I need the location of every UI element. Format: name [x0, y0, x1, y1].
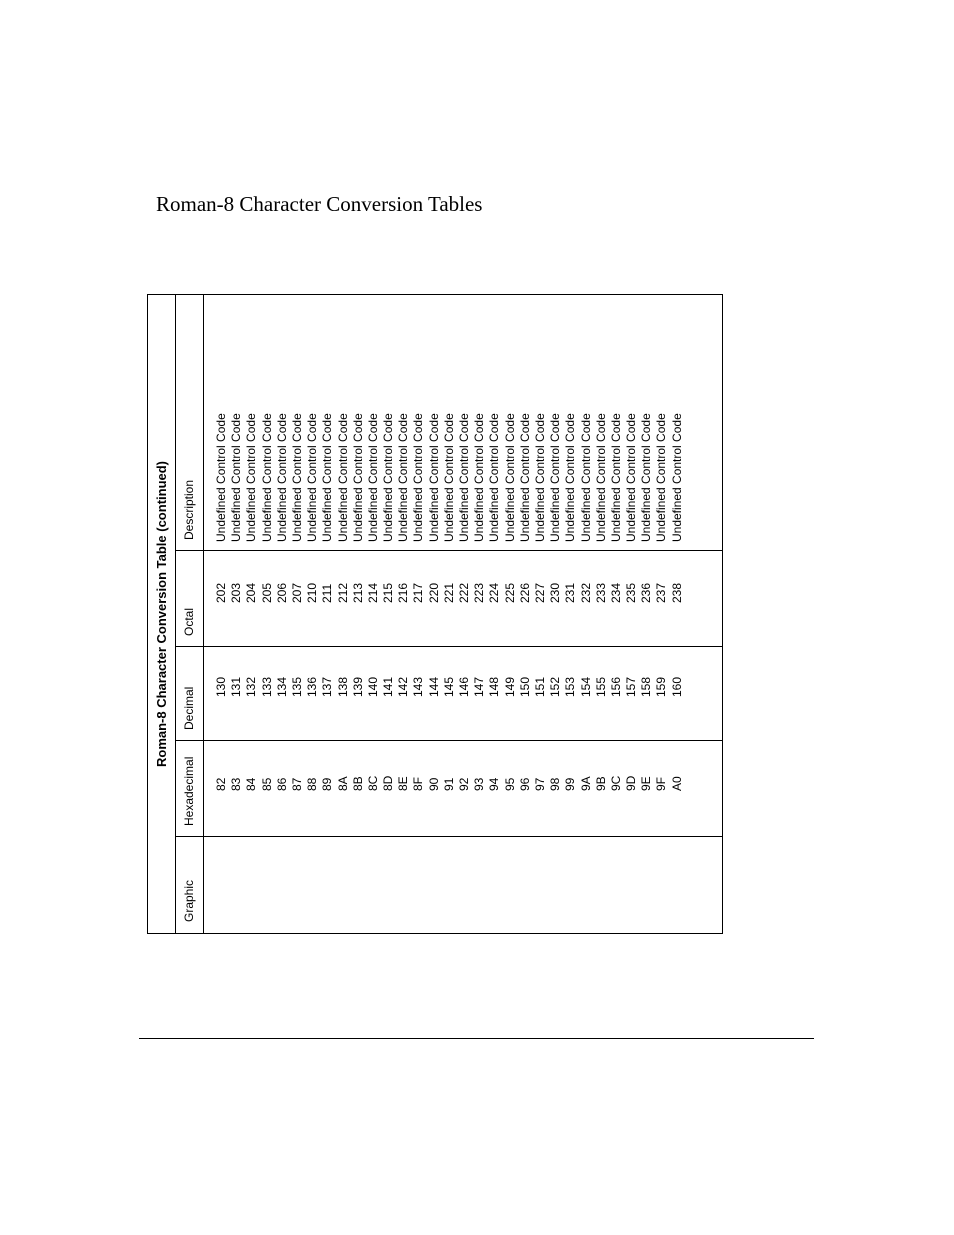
octal-cell: 225	[502, 582, 517, 603]
description-cell: Undefined Control Code	[244, 413, 259, 542]
description-cell: Undefined Control Code	[517, 413, 532, 542]
octal-cell: 226	[517, 582, 532, 603]
description-cell: Undefined Control Code	[411, 413, 426, 542]
description-cell: Undefined Control Code	[320, 413, 335, 542]
hex-cell: 85	[259, 777, 274, 791]
hex-cell: 96	[517, 777, 532, 791]
column-divider	[204, 836, 722, 837]
hex-cell: 95	[502, 777, 517, 791]
description-cell: Undefined Control Code	[365, 413, 380, 542]
column-divider	[176, 646, 203, 647]
hex-cell: 87	[289, 777, 304, 791]
hex-cell: 99	[563, 777, 578, 791]
description-cell: Undefined Control Code	[487, 413, 502, 542]
column-divider	[176, 836, 203, 837]
description-cell: Undefined Control Code	[441, 413, 456, 542]
hex-cell: 84	[244, 777, 259, 791]
hex-cell: 8D	[381, 775, 396, 791]
octal-cell: 212	[335, 582, 350, 603]
octal-cell: 216	[396, 582, 411, 603]
description-cell: Undefined Control Code	[563, 413, 578, 542]
column-divider	[204, 646, 722, 647]
description-cell: Undefined Control Code	[274, 413, 289, 542]
decimal-cell: 146	[457, 676, 471, 697]
hex-cell: 8F	[411, 776, 426, 791]
octal-cell: 237	[654, 582, 669, 603]
hex-cell: A0	[669, 776, 684, 791]
decimal-cell: 158	[639, 676, 654, 697]
octal-cell: 211	[320, 583, 335, 603]
description-cell: Undefined Control Code	[305, 413, 320, 542]
decimal-cell: 154	[578, 676, 593, 697]
hex-cell: 97	[532, 777, 547, 791]
octal-cell: 204	[244, 582, 259, 603]
hex-cell: 9C	[608, 775, 623, 791]
octal-cell: 217	[411, 582, 426, 603]
hex-cell: 8C	[365, 775, 380, 791]
decimal-cell: 141	[381, 676, 396, 697]
description-cell: Undefined Control Code	[624, 413, 639, 542]
description-cell: Undefined Control Code	[289, 413, 304, 542]
octal-cell: 230	[548, 582, 563, 603]
decimal-cell: 157	[624, 676, 639, 697]
hex-cell: 9B	[593, 776, 608, 791]
header-octal: Octal	[182, 607, 196, 636]
octal-cell: 235	[624, 582, 639, 603]
octal-cell: 203	[229, 582, 244, 603]
octal-cell: 202	[214, 582, 228, 603]
octal-cell: 232	[578, 582, 593, 603]
hex-cell: 9D	[624, 775, 639, 791]
description-cell: Undefined Control Code	[639, 413, 654, 542]
decimal-cell: 137	[320, 676, 335, 697]
header-description: Description	[182, 479, 196, 540]
decimal-cell: 152	[548, 676, 563, 697]
octal-cell: 238	[669, 582, 684, 603]
octal-cell: 220	[426, 582, 441, 603]
decimal-cell: 150	[517, 676, 532, 697]
description-cell: Undefined Control Code	[457, 413, 471, 542]
octal-cell: 233	[593, 582, 608, 603]
decimal-cell: 136	[305, 676, 320, 697]
header-hexadecimal: Hexadecimal	[182, 756, 196, 826]
octal-cell: 222	[457, 582, 471, 603]
description-cell: Undefined Control Code	[669, 413, 684, 542]
description-column	[214, 413, 685, 542]
decimal-cell: 130	[214, 676, 228, 697]
decimal-column	[214, 677, 685, 697]
decimal-cell: 133	[259, 676, 274, 697]
hexadecimal-column	[214, 776, 685, 791]
octal-cell: 210	[305, 582, 320, 603]
decimal-cell: 132	[244, 676, 259, 697]
octal-cell: 206	[274, 582, 289, 603]
decimal-cell: 134	[274, 676, 289, 697]
description-cell: Undefined Control Code	[426, 413, 441, 542]
page-title: Roman-8 Character Conversion Tables	[156, 192, 483, 216]
octal-cell: 221	[441, 582, 456, 603]
description-cell: Undefined Control Code	[654, 413, 669, 542]
column-divider	[176, 740, 203, 741]
hex-cell: 98	[548, 777, 563, 791]
column-divider	[204, 740, 722, 741]
decimal-cell: 149	[502, 676, 517, 697]
table-caption: Roman-8 Character Conversion Table (continued)	[148, 295, 176, 933]
decimal-cell: 153	[563, 676, 578, 697]
footer-rule	[139, 1038, 814, 1039]
decimal-cell: 156	[608, 676, 623, 697]
decimal-cell: 145	[441, 676, 456, 697]
octal-cell: 214	[365, 582, 380, 603]
conversion-table-rotated	[147, 294, 723, 934]
hex-cell: 9A	[578, 776, 593, 791]
hex-cell: 8B	[350, 776, 365, 791]
hex-cell: 9F	[654, 776, 669, 791]
hex-cell: 88	[305, 777, 320, 791]
octal-cell: 215	[381, 582, 396, 603]
conversion-table	[147, 294, 723, 934]
hex-cell: 8E	[396, 776, 411, 791]
octal-cell: 205	[259, 582, 274, 603]
description-cell: Undefined Control Code	[608, 413, 623, 542]
description-cell: Undefined Control Code	[259, 413, 274, 542]
octal-cell: 227	[532, 582, 547, 603]
decimal-cell: 147	[472, 676, 487, 697]
hex-cell: 89	[320, 777, 335, 791]
octal-cell: 231	[563, 582, 578, 603]
decimal-cell: 143	[411, 676, 426, 697]
decimal-cell: 142	[396, 676, 411, 697]
decimal-cell: 139	[350, 676, 365, 697]
hex-cell: 83	[229, 777, 244, 791]
description-cell: Undefined Control Code	[335, 413, 350, 542]
decimal-cell: 144	[426, 676, 441, 697]
octal-cell: 223	[472, 582, 487, 603]
octal-cell: 213	[350, 582, 365, 603]
table-header-row	[176, 295, 204, 933]
octal-cell: 224	[487, 582, 502, 603]
octal-cell: 234	[608, 582, 623, 603]
description-cell: Undefined Control Code	[214, 413, 228, 542]
hex-cell: 82	[214, 777, 228, 791]
decimal-cell: 159	[654, 676, 669, 697]
octal-cell: 236	[639, 582, 654, 603]
hex-cell: 93	[472, 777, 487, 791]
decimal-cell: 131	[229, 676, 244, 697]
description-cell: Undefined Control Code	[350, 413, 365, 542]
description-cell: Undefined Control Code	[472, 413, 487, 542]
table-body	[204, 295, 722, 933]
decimal-cell: 155	[593, 676, 608, 697]
description-cell: Undefined Control Code	[502, 413, 517, 542]
decimal-cell: 148	[487, 676, 502, 697]
description-cell: Undefined Control Code	[593, 413, 608, 542]
description-cell: Undefined Control Code	[381, 413, 396, 542]
description-cell: Undefined Control Code	[396, 413, 411, 542]
hex-cell: 91	[441, 777, 456, 791]
hex-cell: 90	[426, 777, 441, 791]
decimal-cell: 140	[365, 676, 380, 697]
header-graphic: Graphic	[182, 879, 196, 922]
decimal-cell: 160	[669, 676, 684, 697]
header-decimal: Decimal	[182, 686, 196, 730]
hex-cell: 8A	[335, 776, 350, 791]
octal-column	[214, 583, 685, 603]
description-cell: Undefined Control Code	[548, 413, 563, 542]
column-divider	[176, 550, 203, 551]
hex-cell: 94	[487, 777, 502, 791]
hex-cell: 9E	[639, 776, 654, 791]
octal-cell: 207	[289, 582, 304, 603]
description-cell: Undefined Control Code	[578, 413, 593, 542]
hex-cell: 92	[457, 777, 471, 791]
decimal-cell: 151	[532, 676, 547, 697]
decimal-cell: 135	[289, 676, 304, 697]
description-cell: Undefined Control Code	[229, 413, 244, 542]
description-cell: Undefined Control Code	[532, 413, 547, 542]
hex-cell: 86	[274, 777, 289, 791]
column-divider	[204, 550, 722, 551]
decimal-cell: 138	[335, 676, 350, 697]
